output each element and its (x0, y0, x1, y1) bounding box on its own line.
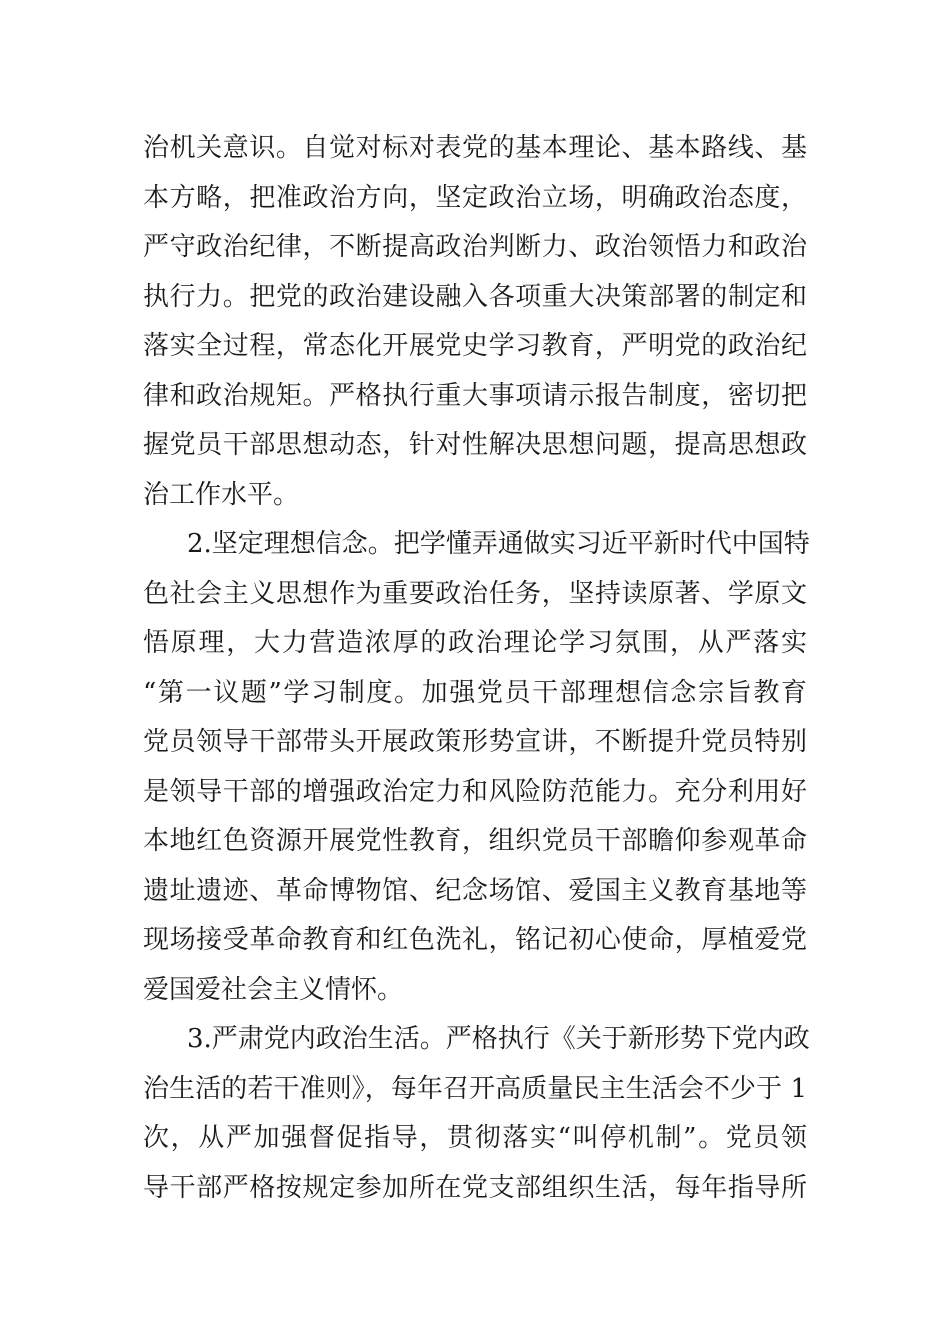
text-line: 次，从严加强督促指导，贯彻落实“叫停机制”。党员领 (143, 1123, 807, 1153)
text-line: 治生活的若干准则》，每年召开高质量民主生活会不少于 1 (143, 1073, 807, 1104)
text-line: 现场接受革命教育和红色洗礼，铭记初心使命，厚植爱党 (143, 925, 807, 955)
text-line: 落实全过程，常态化开展党史学习教育，严明党的政治纪 (143, 331, 807, 361)
text-line: 治工作水平。 (143, 479, 300, 510)
text-line: 握党员干部思想动态，针对性解决思想问题，提高思想政 (143, 430, 807, 460)
text-line: 本地红色资源开展党性教育，组织党员干部瞻仰参观革命 (143, 826, 807, 856)
body-text (143, 124, 810, 1213)
text-line: 色社会主义思想作为重要政治任务，坚持读原著、学原文 (143, 578, 807, 609)
text-line: 党员领导干部带头开展政策形势宣讲，不断提升党员特别 (143, 727, 807, 757)
text-line: 治机关意识。自觉对标对表党的基本理论、基本路线、基 (143, 133, 807, 163)
text-line: 爱国爱社会主义情怀。 (143, 974, 404, 1005)
text-line: 律和政治规矩。严格执行重大事项请示报告制度，密切把 (143, 380, 807, 411)
paragraph-heading-line: 2.坚定理想信念。把学懂弄通做实习近平新时代中国特 (187, 529, 810, 559)
text-line: “第一议题”学习制度。加强党员干部理想信念宗旨教育 (143, 677, 807, 708)
text-line: 是领导干部的增强政治定力和风险防范能力。充分利用好 (143, 776, 807, 807)
text-line: 执行力。把党的政治建设融入各项重大决策部署的制定和 (143, 281, 807, 312)
text-line: 导干部严格按规定参加所在党支部组织生活，每年指导所 (143, 1172, 807, 1203)
text-line: 严守政治纪律，不断提高政治判断力、政治领悟力和政治 (143, 232, 807, 262)
text-line: 悟原理，大力营造浓厚的政治理论学习氛围，从严落实 (143, 628, 807, 658)
text-line: 遗址遗迹、革命博物馆、纪念场馆、爱国主义教育基地等 (143, 875, 807, 906)
text-line: 本方略，把准政治方向，坚定政治立场，明确政治态度， (143, 182, 807, 213)
paragraph-heading-line: 3.严肃党内政治生活。严格执行《关于新形势下党内政 (187, 1024, 810, 1054)
